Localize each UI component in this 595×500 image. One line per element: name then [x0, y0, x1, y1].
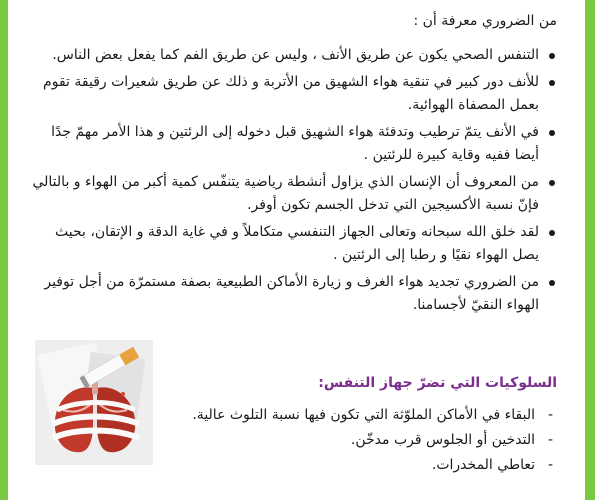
behavior-text: البقاء في الأماكن الملوّثة التي تكون فيها نسبة التلوث عالية. — [192, 407, 535, 423]
facts-list — [28, 44, 557, 321]
fact-item — [28, 44, 557, 67]
behaviors-list — [192, 404, 557, 479]
fact-text: من الضروري تجديد هواء الغرف و زيارة الأماكن الطبيعية بصفة مستمرّة من أجل توفير الهواء النقيّ لأجسامنا. — [44, 274, 539, 313]
fact-text: لقد خلق الله سبحانه وتعالى الجهاز التنفسي متكاملاً و في غاية الدقة و الإتقان، بحيث يصل الهواء نقيًا و رطبا إلى الرئتين . — [54, 224, 539, 263]
dash-bullet: - — [547, 432, 553, 448]
fact-text: في الأنف يتمّ ترطيب وتدفئة هواء الشهيق قبل دخوله إلى الرئتين و هذا الأمر مهمّ جدًا أيضا ففيه وقاية كبيرة للرئتين . — [51, 124, 539, 163]
intro-text: من الضروري معرفة أن : — [413, 13, 557, 29]
behavior-text: تعاطي المخدرات. — [431, 457, 535, 473]
fact-text: للأنف دور كبير في تنقية هواء الشهيق من الأتربة و ذلك عن طريق شعيرات رقيقة تقوم بعمل المصفاة الهوائية. — [43, 74, 539, 113]
behavior-item — [192, 404, 557, 427]
bullet-dot — [549, 180, 555, 186]
dash-bullet: - — [547, 407, 553, 423]
behavior-text: التدخين أو الجلوس قرب مدخّن. — [350, 432, 535, 448]
right-green-border — [585, 0, 595, 500]
behavior-item — [192, 454, 557, 477]
fact-item — [28, 121, 557, 167]
fact-item — [28, 221, 557, 267]
left-green-border — [0, 0, 8, 500]
fact-text: من المعروف أن الإنسان الذي يزاول أنشطة رياضية يتنفّس كمية أكبر من الهواء و بالتالي فإنّ نسبة الأكسيجين التي تدخل الجسم تكون أوفر. — [32, 174, 539, 213]
dash-bullet: - — [547, 457, 553, 473]
bullet-dot — [549, 130, 555, 136]
behavior-item — [192, 429, 557, 452]
lungs-cigarette-icon — [35, 340, 153, 465]
bullet-dot — [549, 280, 555, 286]
fact-text: التنفس الصحي يكون عن طريق الأنف ، وليس عن طريق الفم كما يفعل بعض الناس. — [52, 47, 539, 63]
fact-item — [28, 71, 557, 117]
bullet-dot — [549, 53, 555, 59]
bullet-dot — [549, 80, 555, 86]
behaviors-title: السلوكيات التي تضرّ جهاز التنفس: — [318, 375, 557, 391]
fact-item — [28, 171, 557, 217]
fact-item — [28, 271, 557, 317]
lungs-cigarette-illustration — [35, 340, 153, 465]
bullet-dot — [549, 230, 555, 236]
